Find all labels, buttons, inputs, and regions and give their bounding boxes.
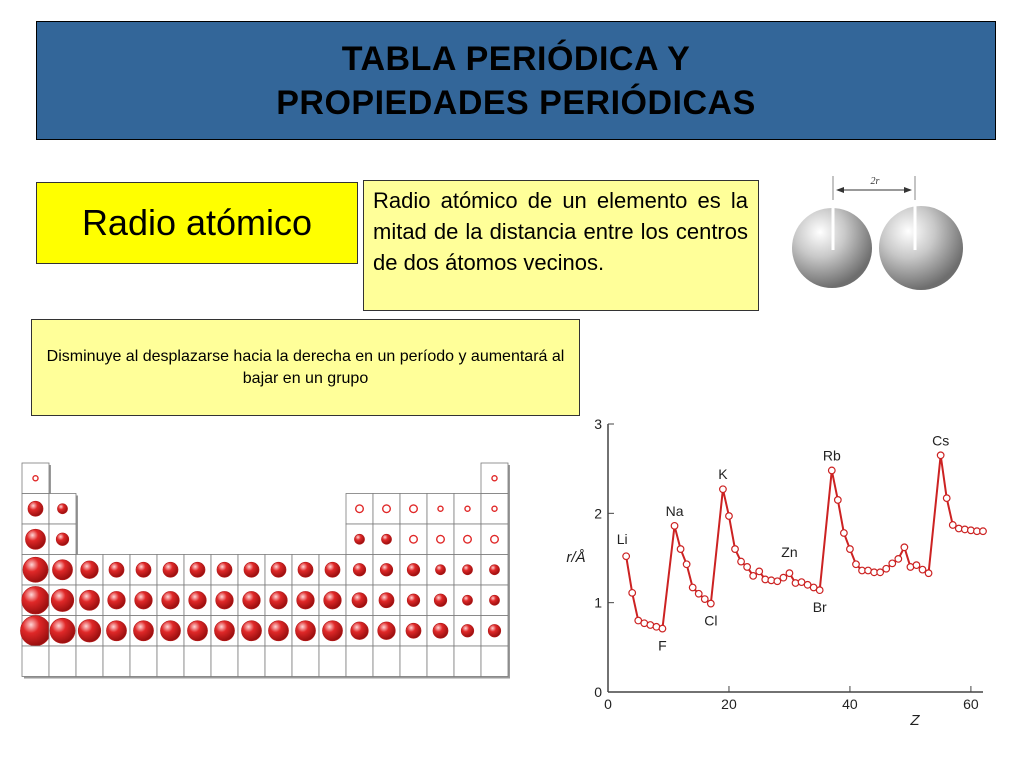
data-point (901, 544, 908, 551)
atom-size-dot (325, 562, 340, 577)
data-point (629, 590, 636, 597)
atom-size-dot (136, 562, 151, 577)
atom-size-dot (214, 621, 234, 641)
atom-size-dot (461, 624, 474, 637)
element-label: Na (665, 502, 684, 519)
atom-size-dot (33, 476, 38, 481)
data-point (780, 574, 787, 581)
data-point (883, 565, 890, 572)
atom-size-dot (381, 534, 391, 544)
table-cell (22, 646, 49, 677)
atom-size-dot (406, 623, 421, 638)
element-label: K (718, 466, 728, 483)
atom-size-dot (189, 591, 207, 609)
atom-size-dot (56, 533, 69, 546)
distance-arrow-head-right (904, 187, 912, 193)
atom-size-dot (462, 565, 472, 575)
data-point (841, 530, 848, 537)
atom-size-dot (78, 619, 101, 642)
data-point (847, 546, 854, 553)
atom-size-dot (435, 565, 445, 575)
atom-size-dot (51, 589, 74, 612)
atom-size-dot (163, 562, 178, 577)
atom-size-dot (322, 621, 342, 641)
atom-size-dot (160, 621, 180, 641)
title-banner (36, 21, 996, 140)
element-label: F (658, 637, 667, 654)
table-cell (454, 646, 481, 677)
atom-size-dot (243, 591, 261, 609)
data-point (835, 497, 842, 504)
atom-size-dot (295, 621, 315, 641)
y-tick-label: 2 (594, 505, 602, 522)
data-point (889, 560, 896, 567)
atom-size-dot (407, 563, 420, 576)
atom-size-dot (216, 591, 234, 609)
atom-size-dot (217, 562, 232, 577)
table-cell (76, 646, 103, 677)
data-point (816, 587, 823, 594)
table-cell (319, 646, 346, 677)
atom-size-dot (492, 506, 497, 511)
data-point (659, 625, 666, 632)
data-point (756, 568, 763, 575)
data-point (980, 528, 987, 535)
data-point (943, 495, 950, 502)
data-point (744, 564, 751, 571)
atom-size-dot (109, 562, 124, 577)
atom-size-dot (23, 557, 48, 582)
atom-size-dot (135, 591, 153, 609)
atom-size-dot (52, 560, 72, 580)
data-point (786, 570, 793, 577)
atom-size-dot (187, 621, 207, 641)
atom-size-dot (79, 590, 99, 610)
atom-size-dot (383, 505, 391, 513)
y-tick-label: 1 (594, 594, 602, 611)
atom-size-dot (354, 534, 364, 544)
x-tick-label: 0 (604, 696, 612, 712)
atom-size-dot (378, 622, 396, 640)
data-point (732, 546, 739, 553)
table-cell (427, 646, 454, 677)
data-point (701, 596, 708, 603)
atom-size-dot (22, 586, 50, 614)
atom-size-dot (297, 591, 315, 609)
atom-size-dot (356, 505, 364, 513)
atom-size-dot (410, 505, 418, 513)
atom-size-dot (379, 593, 394, 608)
atom-size-dot (271, 562, 286, 577)
x-tick-label: 20 (721, 696, 737, 712)
atom-size-dot (28, 501, 43, 516)
two-atoms-illustration (792, 170, 982, 295)
periodic-table-radii (18, 460, 513, 680)
trend-box: Disminuye al desplazarse hacia la derecha en un período y aumentará al bajar en un grupo (31, 319, 580, 416)
atomic-radius-chart (560, 410, 1000, 740)
atom-size-dot (270, 591, 288, 609)
data-point (877, 569, 884, 576)
atom-size-dot (434, 594, 447, 607)
atom-size-dot (353, 563, 366, 576)
atom-size-dot (57, 504, 67, 514)
element-label: Rb (822, 447, 841, 464)
data-point (623, 553, 630, 560)
data-point (677, 546, 684, 553)
x-tick-label: 40 (842, 696, 858, 712)
data-point (937, 452, 944, 459)
atom-size-dot (489, 595, 499, 605)
atom-size-dot (488, 624, 501, 637)
y-axis-label: r/Å (566, 549, 586, 566)
data-point (726, 513, 733, 520)
table-cell (103, 646, 130, 677)
title-line-2: PROPIEDADES PERIÓDICAS (276, 83, 756, 122)
title-line-1: TABLA PERIÓDICA Y (341, 39, 691, 78)
atom-size-dot (407, 594, 420, 607)
series-line (626, 455, 983, 628)
data-point (774, 578, 781, 585)
atom-size-dot (324, 591, 342, 609)
table-cell (157, 646, 184, 677)
element-label: Li (616, 531, 628, 548)
atom-size-dot (244, 562, 259, 577)
atom-size-dot (433, 623, 448, 638)
atom-size-dot (81, 561, 99, 579)
data-point (695, 590, 702, 597)
table-cell (130, 646, 157, 677)
atom-size-dot (438, 506, 443, 511)
element-label: Br (812, 599, 827, 616)
atom-size-dot (380, 563, 393, 576)
table-cell (238, 646, 265, 677)
table-cell (481, 646, 508, 677)
atom-size-dot (464, 535, 472, 543)
atom-size-dot (25, 529, 45, 549)
data-point (853, 561, 860, 568)
atom-size-dot (190, 562, 205, 577)
table-cell (211, 646, 238, 677)
atom-size-dot (268, 621, 288, 641)
table-cell (49, 646, 76, 677)
data-point (671, 523, 678, 530)
data-point (913, 562, 920, 569)
data-point (720, 486, 727, 493)
table-cell (373, 646, 400, 677)
atom-size-dot (465, 506, 470, 511)
atom-size-dot (50, 618, 75, 643)
table-cell (400, 646, 427, 677)
data-point (708, 600, 715, 607)
atom-size-dot (437, 535, 445, 543)
data-point (925, 570, 932, 577)
table-cell (184, 646, 211, 677)
atom-size-dot (298, 562, 313, 577)
atom-size-dot (20, 616, 50, 646)
data-point (828, 467, 835, 474)
element-label: Cl (704, 612, 718, 629)
x-tick-label: 60 (963, 696, 979, 712)
x-axis-label: Z (910, 712, 920, 729)
atom-size-dot (351, 622, 369, 640)
atom-sphere-right (879, 206, 963, 290)
atom-size-dot (462, 595, 472, 605)
element-label: Cs (932, 432, 950, 449)
atom-size-dot (108, 591, 126, 609)
element-label: Zn (781, 544, 798, 561)
atom-size-dot (241, 621, 261, 641)
data-point (750, 573, 757, 580)
atom-size-dot (410, 535, 418, 543)
atom-size-dot (162, 591, 180, 609)
atom-size-dot (491, 535, 499, 543)
definition-box: Radio atómico de un elemento es la mitad de la distancia entre los centros de dos átomos vecinos. (363, 180, 759, 311)
table-cell (292, 646, 319, 677)
atom-size-dot (489, 565, 499, 575)
y-tick-label: 0 (594, 684, 602, 700)
data-point (683, 561, 690, 568)
data-point (895, 556, 902, 563)
data-point (738, 558, 745, 565)
data-point (689, 584, 696, 591)
atom-size-dot (352, 593, 367, 608)
atom-size-dot (106, 621, 126, 641)
atom-size-dot (492, 476, 497, 481)
y-tick-label: 3 (594, 416, 602, 432)
data-point (949, 522, 956, 529)
table-cell (346, 646, 373, 677)
table-cell (265, 646, 292, 677)
distance-arrow-head-left (836, 187, 844, 193)
topic-box: Radio atómico (36, 182, 358, 264)
data-point (919, 566, 926, 573)
distance-label: 2r (870, 176, 880, 187)
atom-size-dot (133, 621, 153, 641)
